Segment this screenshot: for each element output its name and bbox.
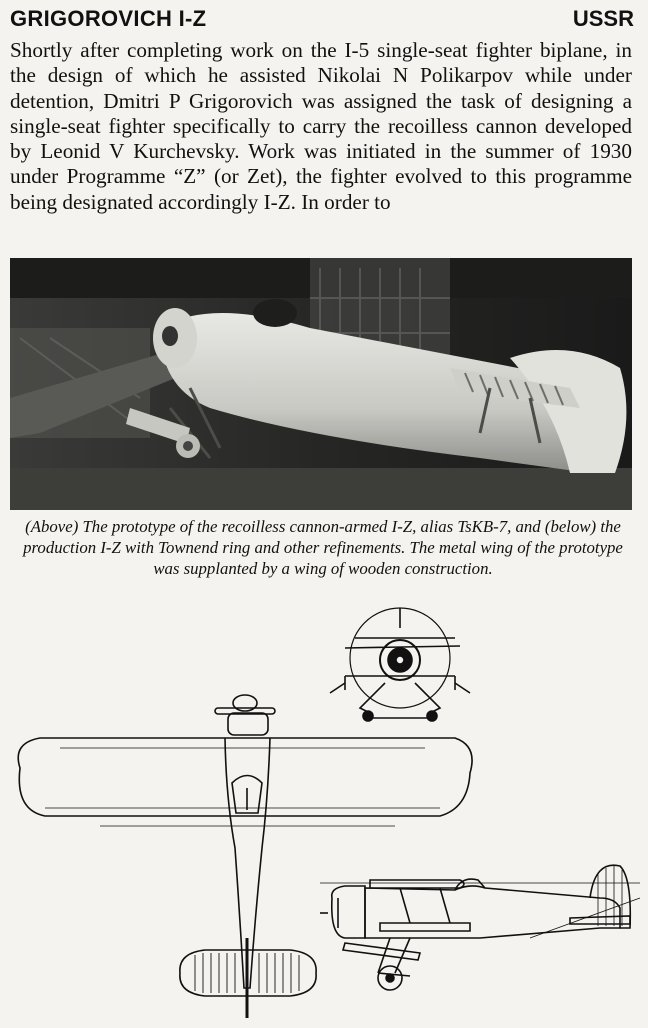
aircraft-three-view-illustration xyxy=(0,598,648,1023)
side-view xyxy=(320,865,640,990)
photo-caption xyxy=(14,516,632,579)
three-view-drawing xyxy=(0,598,648,1023)
caption-text: (Above) The prototype of the recoilless cannon-armed I-Z, alias TsKB-7, and (below) the production I-Z with Townend ring and other refinements. The metal wing of the prototype was supplanted by a wing of wooden construction. xyxy=(23,517,623,578)
body-paragraph: Shortly after completing work on the I-5 single-seat fighter biplane, in the design of which he assisted Nikolai N Polikarpov while under detention, Dmitri P Grigorovich was assigned the task of designing a single-seat fighter specifically to carry the recoilless cannon developed by Leonid V Kurchevsky. Work was initiated in the summer of 1930 under Programme “Z” (or Zet), the fighter evolved to this programme being designated accordingly I-Z. In order to xyxy=(10,38,632,214)
prototype-photo xyxy=(10,258,632,510)
article-body xyxy=(10,38,632,215)
aircraft-photo-illustration xyxy=(10,258,632,510)
plan-view xyxy=(18,695,472,1018)
article-title: GRIGOROVICH I-Z xyxy=(10,6,207,31)
country-label: USSR xyxy=(572,6,634,31)
page-header xyxy=(10,6,634,40)
front-view xyxy=(330,608,470,721)
